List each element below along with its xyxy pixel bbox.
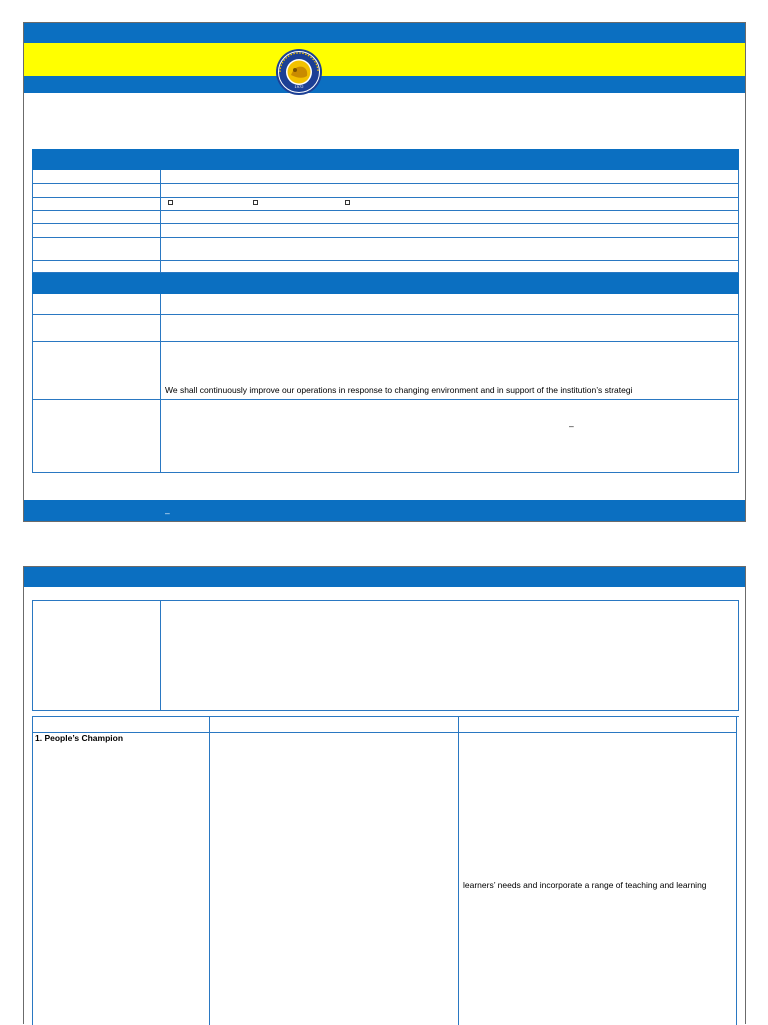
seal-year: 1972 xyxy=(294,84,304,89)
competency-column-divider-2 xyxy=(458,716,459,1025)
table-row-divider xyxy=(32,260,739,261)
page2-upper-table xyxy=(32,600,739,711)
page2-upper-column-divider xyxy=(160,600,161,711)
section-b-header-bar xyxy=(32,273,739,294)
header-band-bottom xyxy=(24,76,745,93)
table-row-divider xyxy=(32,197,739,198)
competency-table xyxy=(32,716,737,1025)
checkbox-option-2[interactable] xyxy=(253,200,258,205)
checkbox-option-3[interactable] xyxy=(345,200,350,205)
section-a-column-divider xyxy=(160,170,161,273)
header-band-top xyxy=(24,23,745,43)
competency-column-divider-1 xyxy=(209,716,210,1025)
indicator-text: learners’ needs and incorporate a range of teaching and learning xyxy=(463,880,707,890)
document-page-2 xyxy=(23,566,746,1024)
header-band-yellow xyxy=(24,43,745,76)
page2-header-band xyxy=(24,567,745,587)
section-a-header-bar xyxy=(32,149,739,170)
footer-band xyxy=(24,500,745,521)
competency-item-label: 1. People’s Champion xyxy=(35,733,124,743)
table-row-divider xyxy=(32,223,739,224)
section-b-column-divider xyxy=(160,294,161,473)
table-row-divider xyxy=(32,314,739,315)
checkbox-option-1[interactable] xyxy=(168,200,173,205)
table-row-divider xyxy=(32,210,739,211)
document-page-1 xyxy=(23,22,746,522)
dash-mark: – xyxy=(569,421,574,431)
section-a-table xyxy=(32,170,739,273)
table-row-divider xyxy=(32,183,739,184)
table-row-divider xyxy=(32,399,739,400)
section-b-table xyxy=(32,294,739,473)
table-row-divider xyxy=(32,341,739,342)
footer-dash: – xyxy=(165,508,170,518)
quality-statement-text: We shall continuously improve our operations in response to changing environment and in support of the institution’s strategi xyxy=(165,385,633,395)
competency-header-row-divider xyxy=(32,732,737,733)
table-row-divider xyxy=(32,237,739,238)
